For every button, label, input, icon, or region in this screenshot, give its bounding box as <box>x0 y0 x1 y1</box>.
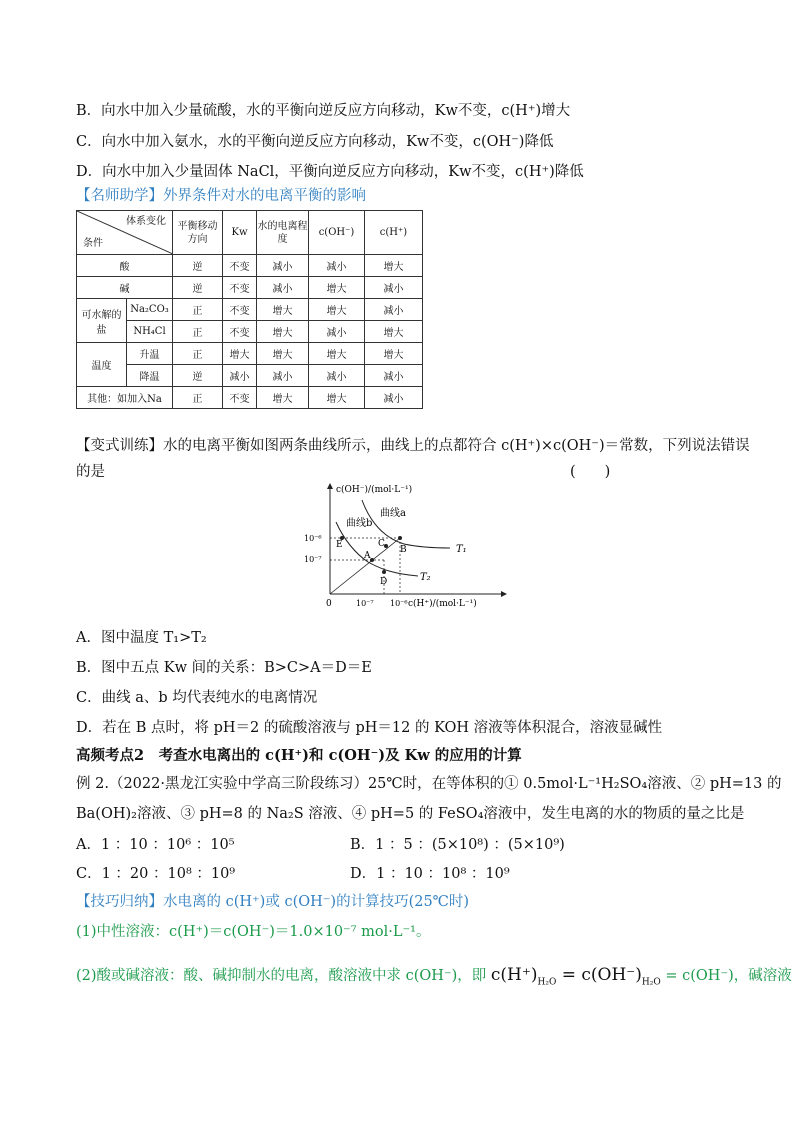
cell: 减小 <box>257 255 309 277</box>
cell: 增大 <box>257 387 309 409</box>
table-header: Kw <box>223 211 257 255</box>
group-cell: 温度 <box>77 343 127 387</box>
cell: 增大 <box>257 299 309 321</box>
cond-cell: Na₂CO₃ <box>127 299 173 321</box>
cell: 正 <box>173 343 223 365</box>
table-header: c(H⁺) <box>365 211 423 255</box>
cell: 增大 <box>257 343 309 365</box>
table-row <box>77 299 423 321</box>
choice2-b: B．1 ：5 ：(5×10⁸) ：(5×10⁹) <box>350 837 565 853</box>
cell: 正 <box>173 321 223 343</box>
cell: 不变 <box>223 321 257 343</box>
option-c-top: C．向水中加入氨水，水的平衡向逆反应方向移动，Kw不变，c(OH⁻)降低 <box>76 134 554 150</box>
table-row <box>77 277 423 299</box>
t1-label: T₁ <box>456 544 467 555</box>
point-label-e: E <box>336 540 343 550</box>
cell: 增大 <box>365 321 423 343</box>
diag-top-label: 体系变化 <box>126 216 166 227</box>
formula-sub: H₂O <box>537 977 557 988</box>
cell: 减小 <box>365 365 423 387</box>
point-b <box>398 536 402 540</box>
choice-a: A．图中温度 T₁>T₂ <box>76 630 207 646</box>
cell: 减小 <box>365 299 423 321</box>
cell: 减小 <box>365 277 423 299</box>
cell: 不变 <box>223 255 257 277</box>
curve-a-label: 曲线a <box>380 508 406 519</box>
cell: 增大 <box>309 277 365 299</box>
t2-label: T₂ <box>420 572 431 583</box>
cell: 减小 <box>309 321 365 343</box>
cell: 增大 <box>309 343 365 365</box>
cond-cell: 升温 <box>127 343 173 365</box>
skill-rule-2-tail: = c(OH⁻)，碱溶液 <box>665 968 792 984</box>
origin-label: 0 <box>326 599 332 609</box>
y-axis-label: c(OH⁻)/(mol·L⁻¹) <box>336 485 413 495</box>
cell: 增大 <box>309 299 365 321</box>
answer-bracket: ( ) <box>570 464 611 480</box>
exercise-line2: 的是 <box>76 464 105 480</box>
skill-rule-1: (1)中性溶液：c(H⁺)＝c(OH⁻)＝1.0×10⁻⁷ mol·L⁻¹。 <box>76 924 431 940</box>
point-label-d: D <box>380 577 388 587</box>
formula-left: c(H⁺) <box>490 964 538 985</box>
example-line2: Ba(OH)₂溶液、③ pH=8 的 Na₂S 溶液、④ pH=5 的 FeSO₄溶液中，发生电离的水的物质的量之比是 <box>76 806 745 822</box>
cond-cell: 其他：如加入Na <box>77 387 173 409</box>
table-row <box>77 343 423 365</box>
cell: 减小 <box>309 365 365 387</box>
ytick-label: 10⁻⁷ <box>304 555 322 564</box>
point-a <box>370 558 374 562</box>
table-row <box>77 321 423 343</box>
cell: 增大 <box>365 255 423 277</box>
point-d <box>382 570 386 574</box>
cell: 逆 <box>173 365 223 387</box>
table-diagonal-header <box>77 211 173 255</box>
skill-rule-2-text: (2)酸或碱溶液：酸、碱抑制水的电离，酸溶液中求 c(OH⁻)，即 <box>76 968 487 984</box>
exercise-line1: 【变式训练】水的电离平衡如图两条曲线所示，曲线上的点都符合 c(H⁺)×c(OH⁻)＝常数，下列说法错误 <box>76 438 750 454</box>
choice2-a: A．1 ：10 ：10⁶ ：10⁵ <box>76 837 235 853</box>
cell: 正 <box>173 299 223 321</box>
formula <box>491 965 661 987</box>
table-header: c(OH⁻) <box>309 211 365 255</box>
point-label-a: A <box>364 551 371 561</box>
cond-cell: 碱 <box>77 277 173 299</box>
cell: 增大 <box>309 387 365 409</box>
xtick-label: 10⁻⁶ <box>390 599 408 608</box>
option-d-top: D．向水中加入少量固体 NaCl，平衡向逆反应方向移动，Kw不变，c(H⁺)降低 <box>76 164 584 180</box>
section-heading: 高频考点2 考查水电离出的 c(H⁺)和 c(OH⁻)及 Kw 的应用的计算 <box>76 747 522 764</box>
cond-cell: 降温 <box>127 365 173 387</box>
ionization-curve-chart <box>300 482 510 610</box>
diag-bottom-label: 条件 <box>83 238 103 249</box>
formula-right: c(OH⁻) <box>581 964 642 985</box>
xtick-label: 10⁻⁷ <box>356 599 374 608</box>
influence-table <box>76 210 423 409</box>
formula-equals: = <box>561 964 576 985</box>
skill-title: 【技巧归纳】水电离的 c(H⁺)或 c(OH⁻)的计算技巧(25℃时) <box>76 894 470 910</box>
option-b-top: B．向水中加入少量硫酸，水的平衡向逆反应方向移动，Kw不变，c(H⁺)增大 <box>76 103 571 119</box>
point-label-c: C <box>378 539 385 549</box>
curve-b-label: 曲线b <box>346 518 373 529</box>
skill-rule-2 <box>76 964 792 987</box>
cell: 减小 <box>223 365 257 387</box>
cell: 增大 <box>223 343 257 365</box>
cell: 不变 <box>223 299 257 321</box>
cond-cell: NH₄Cl <box>127 321 173 343</box>
cell: 不变 <box>223 277 257 299</box>
cell: 逆 <box>173 277 223 299</box>
cell: 不变 <box>223 387 257 409</box>
table-row <box>77 255 423 277</box>
example-line1: 例 2.（2022·黑龙江实验中学高三阶段练习）25℃时，在等体积的① 0.5mol·L⁻¹H₂SO₄溶液、② pH=13 的 <box>76 776 782 792</box>
choice-d: D．若在 B 点时，将 pH＝2 的硫酸溶液与 pH＝12 的 KOH 溶液等体积混合，溶液显碱性 <box>76 720 663 736</box>
point-label-b: B <box>400 545 407 555</box>
choice2-d: D．1 ：10 ：10⁸ ：10⁹ <box>350 866 510 882</box>
cell: 逆 <box>173 255 223 277</box>
tip-title: 【名师助学】外界条件对水的电离平衡的影响 <box>76 188 366 204</box>
cell: 减小 <box>257 365 309 387</box>
choice-c: C．曲线 a、b 均代表纯水的电离情况 <box>76 690 318 706</box>
x-axis-label: c(H⁺)/(mol·L⁻¹) <box>408 599 477 609</box>
choice-b: B．图中五点 Kw 间的关系：B>C>A＝D＝E <box>76 660 372 676</box>
table-row <box>77 365 423 387</box>
curve-a <box>362 500 450 548</box>
table-row <box>77 387 423 409</box>
table-header: 平衡移动方向 <box>173 211 223 255</box>
formula-sub: H₂O <box>641 977 661 988</box>
group-cell: 可水解的盐 <box>77 299 127 343</box>
ytick-label: 10⁻⁶ <box>304 534 322 543</box>
cell: 增大 <box>365 343 423 365</box>
choice2-c: C．1 ：20 ：10⁸ ：10⁹ <box>76 866 236 882</box>
cell: 增大 <box>257 321 309 343</box>
cell: 减小 <box>257 277 309 299</box>
cell: 减小 <box>309 255 365 277</box>
table-header: 水的电离程度 <box>257 211 309 255</box>
cond-cell: 酸 <box>77 255 173 277</box>
cell: 减小 <box>365 387 423 409</box>
cell: 正 <box>173 387 223 409</box>
